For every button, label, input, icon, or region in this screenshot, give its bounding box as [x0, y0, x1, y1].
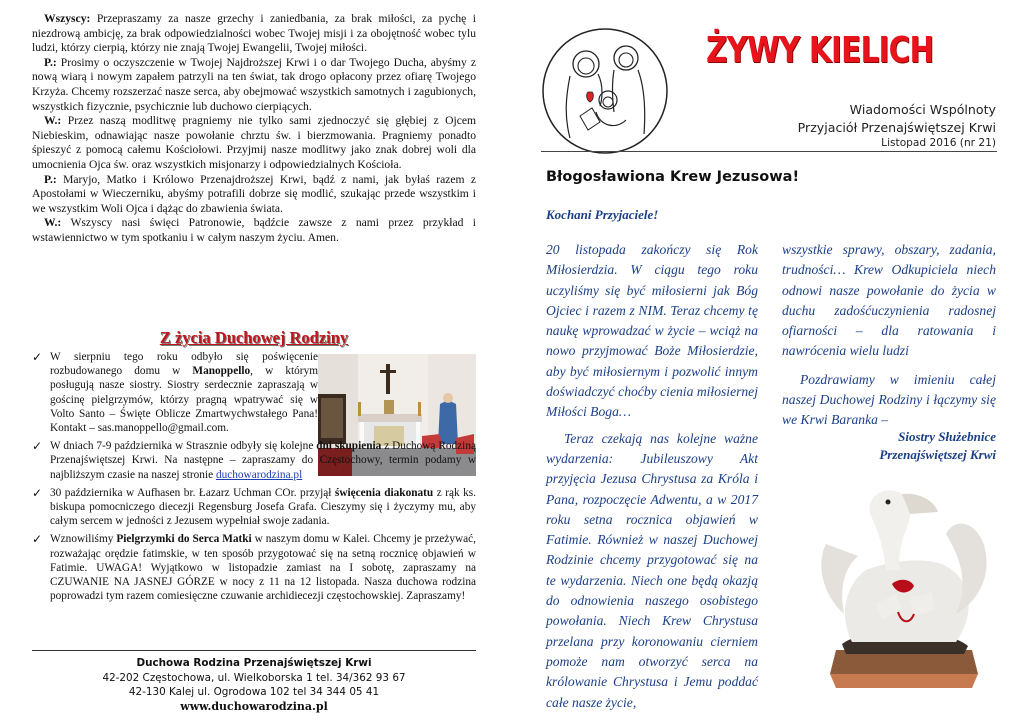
footer-address: 42-130 Kalej ul. Ogrodowa 102 tel 34 344 05 41 [128, 686, 380, 698]
article-paragraph: 20 listopada zakończy się Rok Miłosierdzia. W ciągu tego roku uczyliśmy się być miłosierni jak Bóg Ojciec i razem z NIM. Teraz chcemy tę naukę wprowadzać w życie – wciąż na nowo przyjmować Boże Miłosierdzie, aby być miłosiernym i pozwolić innym doświadczyć choćby cienia miłosiernej Miłości Boga… [546, 242, 758, 420]
article-signature: Siostry Służebnice Przenajświętszej Krwi [879, 429, 996, 462]
footer-address: 42-202 Częstochowa, ul. Wielkoborska 1 tel. 34/362 93 67 [102, 671, 406, 684]
prayer-paragraph: P.: Prosimy o oczyszczenie w Twojej Najdroższej Krwi i o dar Twojego Ducha, abyśmy z nową wiarą i nowym zapałem patrzyli na ten świat, tak drogo opłacony przez ofiarę Twojego Krzyża. Chcemy rozszerzać nasze serca, aby obejmować wszystkich samotnych i zagubionych, wszystkich fizycznie, psychicznie lub duchowo cierpiących. [32, 55, 476, 113]
website-link[interactable]: duchowarodzina.pl [215, 468, 303, 481]
masthead-title: ŻYWY KIELICH [706, 30, 934, 71]
footer-org-name: Duchowa Rodzina Przenajświętszej Krwi [136, 657, 372, 669]
prayer-paragraph: W.: Przez naszą modlitwę pragniemy nie tylko sami zjednoczyć się głębiej z Ojcem Niebieskim, odnawiając nasze powołanie chrztu św. i bierzmowania. Pragniemy ponadto śpieszyć z pomocą całemu Kościołowi. Przyjmij nasze modlitwy jako znak dobrej woli dla umocnienia Ojca św. oraz wszystkich misjonarzy i odpowiedzialnych Kościoła. [32, 114, 476, 171]
article-paragraph: Pozdrawiamy w imieniu całej naszej Duchowej Rodziny i łączymy się we Krwi Baranka – [782, 371, 996, 428]
news-item: ✓ W sierpniu tego roku odbyło się poświęcenie rozbudowanego domu w Manoppello, w którym posługują nasze siostry. Siostry serdecznie zapraszają w gościnę pielgrzymów, którzy pragną wpatrywać się w Volto Santo – Święte Oblicze Zmartwychwstałego Pana! Kontakt – sas.manoppello@gmail.com. [32, 350, 319, 435]
holy-family-logo [540, 26, 670, 156]
footer [32, 656, 476, 714]
news-item: ✓ 30 października w Aufhasen br. Łazarz Uchman COr. przyjął święcenia diakonatu z rąk ks. biskupa pomocniczego diecezji Regensburg Josefa Grafa. Cieszymy się i życzymy mu, aby całym sercem w jedności z Jezusem wypełniał swoje zadania. [32, 485, 476, 528]
news-item: ✓ W dniach 7-9 października w Strasznie odbyły się kolejne dni skupienia z Duchową Rodziną Przenajświętszej Krwi. Na następne – zapraszamy do Częstochowy, termin podamy w najbliższym czasie na naszej stronie duchowarodzina.pl [32, 439, 476, 481]
footer-website[interactable]: www.duchowarodzina.pl [180, 699, 328, 713]
masthead-divider [541, 151, 997, 152]
article-column-1 [546, 240, 758, 713]
footer-divider [32, 650, 476, 651]
article-column-2 [782, 240, 996, 431]
news-list [32, 350, 476, 603]
prayer-paragraph: Wszyscy: Przepraszamy za nasze grzechy i zaniedbania, za brak miłości, za pychę i niezdrową ambicję, za brak odpowiedzialności wobec Twojej misji i za obojętność wobec tylu ludzi, którzy cierpią, którzy nie znają Twojej Ewangelii, Twojej miłości. [32, 12, 476, 55]
masthead-subtitle: Wiadomości Wspólnoty Przyjaciół Przenajświętszej Krwi [797, 102, 996, 135]
pelican-sculpture-photo [806, 474, 1002, 690]
prayer-text [32, 12, 476, 246]
checkmark-icon: ✓ [32, 439, 43, 454]
section-title: Z życia Duchowej Rodziny [159, 328, 349, 347]
news-item: ✓ Wznowiliśmy Pielgrzymki do Serca Matki w naszym domu w Kalei. Chcemy je przeżywać, rozważając orędzie fatimskie, w ten sposób przygotować się na setną rocznicę objawień w Fatimie. UWAGA! Wyjątkowo w listopadzie zamiast na I sobotę, zapraszamy na CZUWANIE NA JASNEJ GÓRZE w nocy z 11 na 12 listopada. Nasza duchowa rodzina poprowadzi tym razem comiesięczne czuwanie archidiecezji częstochowskiej. Zapraszamy! [32, 532, 476, 603]
prayer-paragraph: P.: Maryjo, Matko i Królowo Przenajdroższej Krwi, bądź z nami, jak byłaś razem z Apostołami w Wieczerniku, abyśmy potrafili dobrze się modlić, szukając przede wszystkim i we wszystkim Woli Ojca i dążąc do zbawienia świata. [32, 172, 476, 215]
checkmark-icon: ✓ [32, 350, 43, 364]
article-paragraph: wszystkie sprawy, obszary, zadania, trudności… Krew Odkupiciela niech odnowi nasze powołanie do życia w duchu zadośćuczynienia radosnej ofiarności – dla ratowania i nawrócenia wielu ludzi [782, 242, 996, 359]
article-paragraph: Teraz czekają nas kolejne ważne wydarzenia: Jubileuszowy Akt przyjęcia Jezusa Chrystusa za Króla i Pana, rozpoczęcie Adwentu, a w 2017 roku setna rocznica objawień w Fatimie. Również w naszej Duchowej Rodzinie chcemy przygotować się na te wydarzenia. Niech one będą okazją do odnowienia naszego osobistego powołania. Niech Krew Chrystusa przelana przy koronowaniu cierniem pomoże nam otworzyć serca na królowanie Chrystusa i Jemu poddać całe nasze życie, [546, 430, 758, 710]
prayer-paragraph: W.: Wszyscy nasi święci Patronowie, bądźcie zawsze z nami przez przykład i wstawiennictwo w tym spotkaniu i w całym naszym życiu. Amen. [32, 216, 476, 244]
issue-date: Listopad 2016 (nr 21) [881, 137, 996, 149]
checkmark-icon: ✓ [32, 485, 43, 500]
article-greeting: Kochani Przyjaciele! [546, 207, 659, 222]
checkmark-icon: ✓ [32, 532, 43, 547]
article-heading: Błogosławiona Krew Jezusowa! [546, 169, 800, 185]
